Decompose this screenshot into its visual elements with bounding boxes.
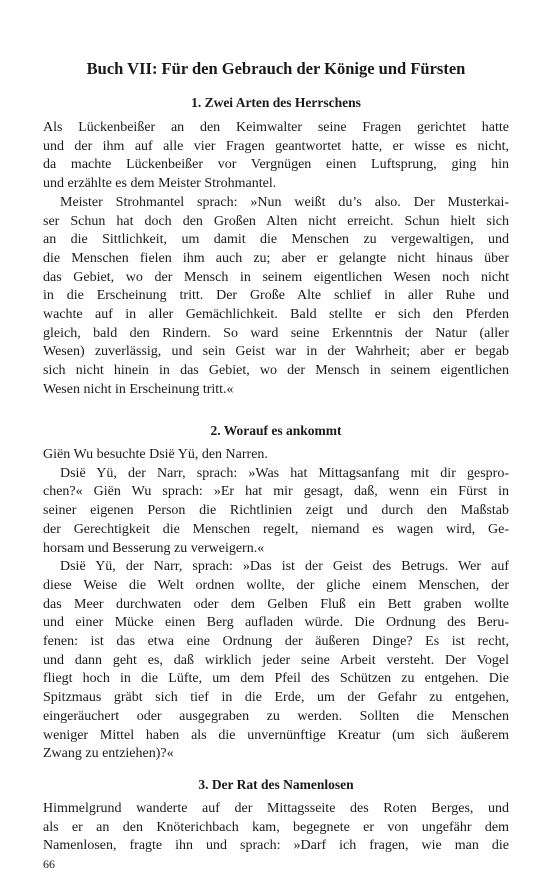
text-line: das Gebiet, wo der Mensch in seinem eigentlichen Wesen noch nicht: [43, 269, 509, 285]
text-line: Dsië Yü, der Narr, sprach: »Das ist der Geist des Betrugs. Wer auf: [60, 559, 509, 575]
text-line: in die Erscheinung tritt. Der Große Alte schlief in aller Ruhe und: [43, 288, 509, 304]
text-line: das Meer durchwaten oder dem Gelben Fluß ein Bett graben wollte: [43, 596, 509, 612]
section-title: 3. Der Rat des Namenlosen: [198, 777, 354, 792]
text-line: horsam und Besserung zu verweigern.«: [43, 540, 265, 556]
text-line: die Menschen fielen ihm auch zu; aber er gelangte nicht hinaus über: [43, 250, 509, 266]
text-line: Giën Wu besuchte Dsië Yü, den Narren.: [43, 447, 268, 462]
text-line: Wesen nicht in Erscheinung tritt.«: [43, 381, 234, 397]
book-page: [43, 0, 509, 880]
text-line: Meister Strohmantel sprach: »Nun weißt du’s also. Der Musterkai-: [60, 194, 509, 210]
section-title: 2. Worauf es ankommt: [210, 423, 342, 438]
text-line: ser Schun hat doch den Großen Alten nicht erreicht. Schun hielt sich: [43, 213, 509, 229]
text-line: Namenlosen, fragte ihn und sprach: »Darf ich fragen, wie man die: [43, 838, 509, 854]
page-number: 66: [43, 857, 55, 871]
text-line: eingeräuchert oder ausgegraben zu werden. Sollten die Menschen: [43, 708, 509, 724]
text-line: Wesen) zuverlässig, und sein Geist war in der Wahrheit; aber er begab: [43, 344, 509, 360]
text-line: Himmelgrund wanderte auf der Mittagsseite des Roten Berges, und: [43, 801, 509, 816]
text-line: chen?« Giën Wu sprach: »Er hat mir gesagt, daß, wenn ein Fürst in: [43, 484, 509, 500]
book-title: Buch VII: Für den Gebrauch der Könige und Fürsten: [86, 59, 466, 78]
text-line: an die Sittlichkeit, um damit die Menschen zu vergewaltigen, und: [43, 232, 509, 248]
text-line: und erzählte es dem Meister Strohmantel.: [43, 176, 277, 192]
text-line: gleich, bald den Rindern. So ward seine Erkenntnis der Natur (aller: [43, 325, 509, 341]
text-line: fliegt hoch in die Lüfte, um dem Pfeil des Schützen zu entgehen. Die: [43, 671, 509, 687]
text-line: diese Weise die Welt ordnen wollte, der gliche einem Menschen, der: [43, 577, 509, 593]
text-line: Als Lückenbeißer an den Keimwalter seine Fragen gerichtet hatte: [43, 120, 509, 135]
text-line: und der ihm auf alle vier Fragen geantwortet hatte, er wisse es nicht,: [43, 138, 509, 154]
text-line: fenen: ist das etwa eine Ordnung der äußeren Dinge? Es ist recht,: [43, 634, 509, 649]
text-line: wachte auf in aller Gemächlichkeit. Bald stellte er sich den Pferden: [43, 307, 509, 322]
text-line: Dsië Yü, der Narr, sprach: »Was hat Mittagsanfang mit dir gespro-: [60, 465, 509, 481]
text-line: seiner eigenen Person die Richtlinien zeigt und durch den Maßstab: [43, 503, 509, 519]
text-line: und dann geht es, daß wirklich jeder seine Arbeit versteht. Der Vogel: [43, 652, 509, 668]
text-line: weniger Mittel haben als die unvernünftige Kreatur (um sich äußerem: [43, 727, 509, 743]
text-line: und einer Mücke einen Berg aufladen würde. Die Ordnung des Beru-: [43, 615, 509, 631]
text-line: als er an den Knöterichbach kam, begegnete er von ungefähr dem: [43, 819, 509, 835]
text-line: Spitzmaus gräbt sich tief in die Erde, um der Gefahr zu entgehen,: [43, 690, 509, 706]
section-title: 1. Zwei Arten des Herrschens: [191, 95, 361, 110]
text-line: da machte Lückenbeißer vor Vergnügen einen Luftsprung, ging hin: [43, 157, 509, 173]
text-line: sich nicht hinein in das Gebiet, wo der Mensch in seinem eigentlichen: [43, 363, 509, 379]
text-line: Zwang zu entziehen)?«: [43, 746, 174, 762]
text-line: der Gerechtigkeit die Menschen regelt, niemand es wagen wird, Ge-: [43, 521, 509, 537]
